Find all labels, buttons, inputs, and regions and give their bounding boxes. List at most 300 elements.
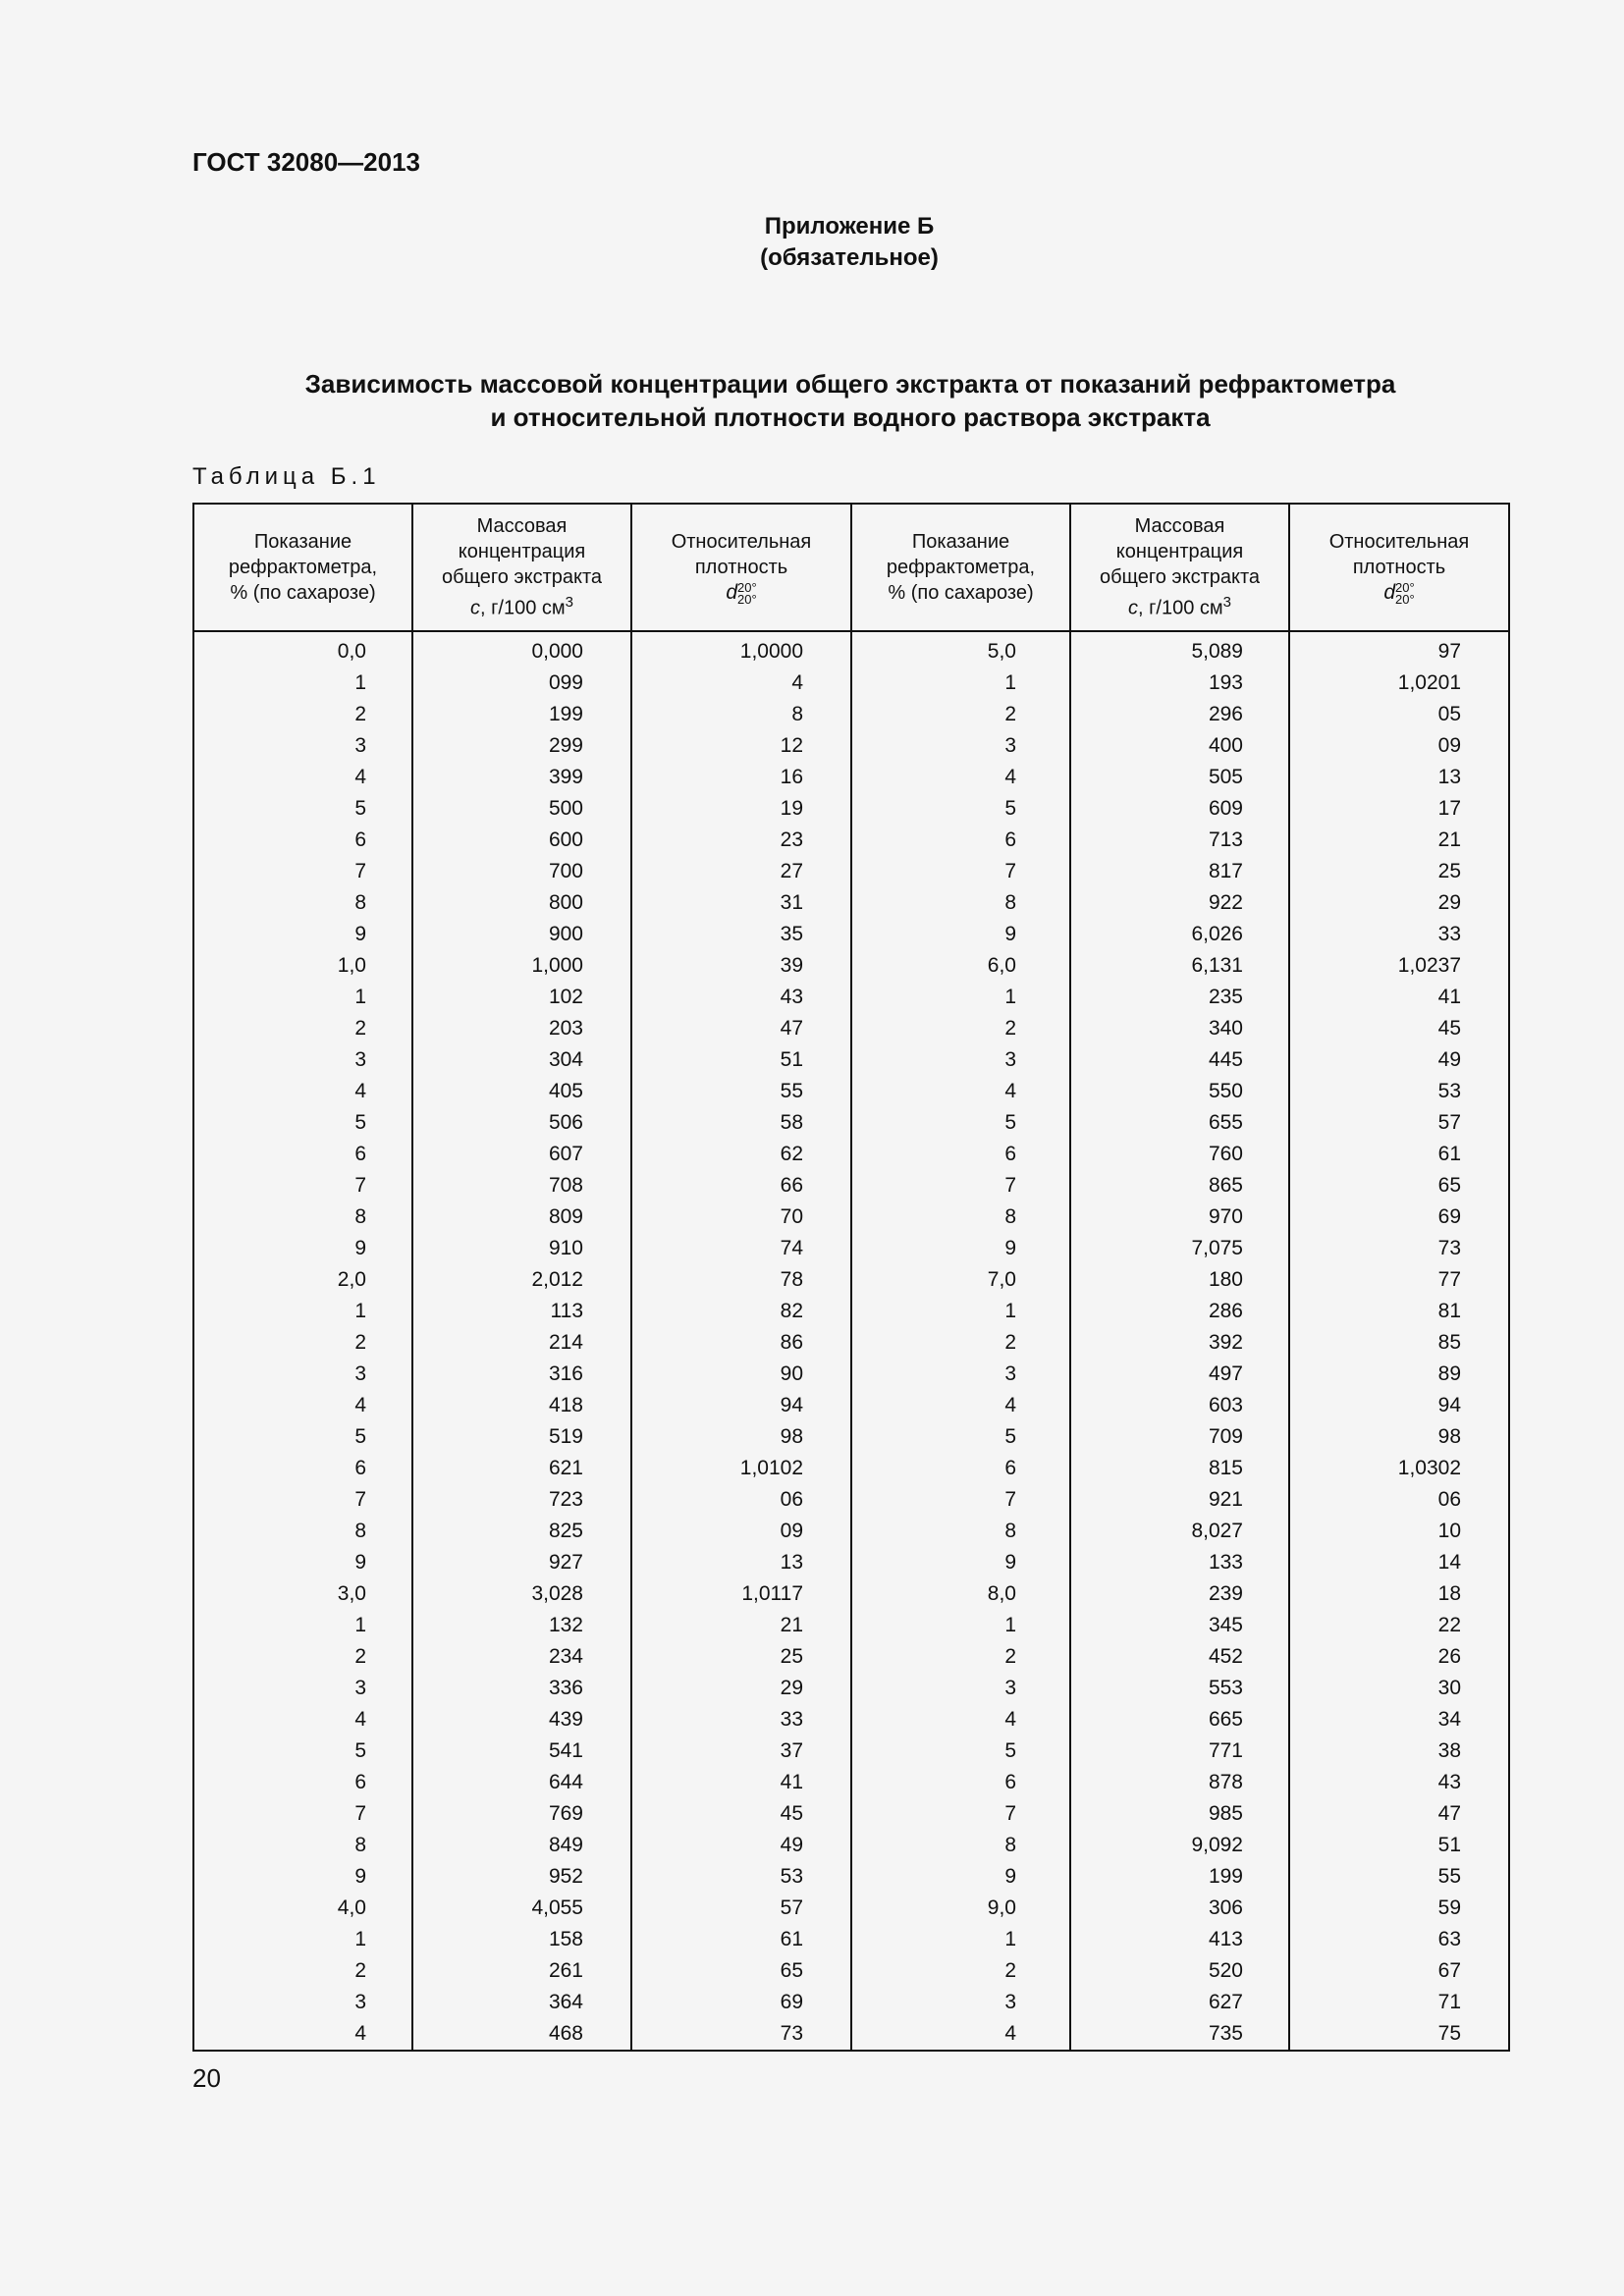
table-row: [193, 1390, 1509, 1421]
table-cell: 13: [631, 1547, 851, 1578]
table-cell: 26: [1289, 1641, 1509, 1673]
table-row: [193, 856, 1509, 887]
table-row: [193, 1139, 1509, 1170]
table-cell: 10: [1289, 1516, 1509, 1547]
table-cell: 6: [851, 825, 1070, 856]
table-label: Таблица Б.1: [192, 463, 381, 490]
table-cell: 06: [1289, 1484, 1509, 1516]
table-cell: 12: [631, 730, 851, 762]
table-row: [193, 887, 1509, 919]
table-cell: 399: [412, 762, 631, 793]
table-row: [193, 1830, 1509, 1861]
table-cell: 85: [1289, 1327, 1509, 1359]
table-cell: 900: [412, 919, 631, 950]
table-row: [193, 919, 1509, 950]
table-cell: 468: [412, 2018, 631, 2051]
table-cell: 14: [1289, 1547, 1509, 1578]
table-cell: 3: [851, 1987, 1070, 2018]
table-cell: 644: [412, 1767, 631, 1798]
table-cell: 1: [851, 1924, 1070, 1955]
table-cell: 6,0: [851, 950, 1070, 982]
table-cell: 603: [1070, 1390, 1289, 1421]
header-refractometer-2: Показание рефрактометра, % (по сахарозе): [851, 504, 1070, 631]
table-cell: 6: [193, 1767, 412, 1798]
table-cell: 3,0: [193, 1578, 412, 1610]
table-cell: 158: [412, 1924, 631, 1955]
table-cell: 541: [412, 1735, 631, 1767]
table-cell: 364: [412, 1987, 631, 2018]
table-cell: 29: [1289, 887, 1509, 919]
table-cell: 1,0102: [631, 1453, 851, 1484]
table-cell: 3: [851, 1044, 1070, 1076]
table-cell: 261: [412, 1955, 631, 1987]
table-cell: 7: [193, 1484, 412, 1516]
table-cell: 520: [1070, 1955, 1289, 1987]
table-cell: 7: [193, 1798, 412, 1830]
table-cell: 099: [412, 667, 631, 699]
table-cell: 8: [851, 887, 1070, 919]
table-row: [193, 1359, 1509, 1390]
table-cell: 45: [631, 1798, 851, 1830]
table-cell: 1,000: [412, 950, 631, 982]
table-cell: 5: [851, 1735, 1070, 1767]
table-cell: 6: [851, 1139, 1070, 1170]
table-cell: 3,028: [412, 1578, 631, 1610]
table-cell: 65: [631, 1955, 851, 1987]
table-cell: 723: [412, 1484, 631, 1516]
table-cell: 9: [193, 1547, 412, 1578]
table-cell: 94: [631, 1390, 851, 1421]
table-cell: 0,0: [193, 636, 412, 667]
table-row: [193, 1233, 1509, 1264]
table-cell: 709: [1070, 1421, 1289, 1453]
table-cell: 102: [412, 982, 631, 1013]
table-cell: 78: [631, 1264, 851, 1296]
table-cell: 708: [412, 1170, 631, 1201]
table-cell: 5: [851, 1421, 1070, 1453]
table-cell: 392: [1070, 1327, 1289, 1359]
table-body: [193, 636, 1509, 2051]
table-cell: 66: [631, 1170, 851, 1201]
table-cell: 13: [1289, 762, 1509, 793]
table-cell: 2: [193, 1013, 412, 1044]
table-cell: 439: [412, 1704, 631, 1735]
table-cell: 1,0237: [1289, 950, 1509, 982]
table-row: [193, 1578, 1509, 1610]
table-cell: 5: [193, 793, 412, 825]
table-cell: 505: [1070, 762, 1289, 793]
table-cell: 7: [851, 856, 1070, 887]
table-row: [193, 1264, 1509, 1296]
table-cell: 5: [851, 1107, 1070, 1139]
table-cell: 43: [631, 982, 851, 1013]
table-row: [193, 1924, 1509, 1955]
table-cell: 63: [1289, 1924, 1509, 1955]
table-cell: 519: [412, 1421, 631, 1453]
appendix-heading: [0, 211, 1624, 274]
table-cell: 16: [631, 762, 851, 793]
table-cell: 340: [1070, 1013, 1289, 1044]
table-cell: 2: [193, 1641, 412, 1673]
table-cell: 70: [631, 1201, 851, 1233]
table-cell: 927: [412, 1547, 631, 1578]
table-title: [192, 367, 1508, 434]
table-cell: 1: [851, 982, 1070, 1013]
table-row: [193, 1861, 1509, 1893]
table-cell: 7,075: [1070, 1233, 1289, 1264]
table-cell: 985: [1070, 1798, 1289, 1830]
table-header-row: [193, 504, 1509, 631]
table-cell: 553: [1070, 1673, 1289, 1704]
table-cell: 952: [412, 1861, 631, 1893]
table-cell: 921: [1070, 1484, 1289, 1516]
table-cell: 33: [631, 1704, 851, 1735]
table-cell: 69: [631, 1987, 851, 2018]
table-cell: 6,131: [1070, 950, 1289, 982]
table-cell: 234: [412, 1641, 631, 1673]
table-cell: 4,0: [193, 1893, 412, 1924]
table-cell: 9: [851, 1861, 1070, 1893]
table-cell: 336: [412, 1673, 631, 1704]
table-cell: 4: [851, 762, 1070, 793]
table-cell: 9: [851, 919, 1070, 950]
table-cell: 61: [631, 1924, 851, 1955]
table-cell: 5: [851, 793, 1070, 825]
table-cell: 55: [1289, 1861, 1509, 1893]
table-cell: 405: [412, 1076, 631, 1107]
table-cell: 922: [1070, 887, 1289, 919]
table-row: [193, 950, 1509, 982]
table-cell: 7: [851, 1170, 1070, 1201]
table-row: [193, 1044, 1509, 1076]
table-cell: 3: [193, 1044, 412, 1076]
table-cell: 39: [631, 950, 851, 982]
table-cell: 2,012: [412, 1264, 631, 1296]
table-cell: 1: [193, 1924, 412, 1955]
table-cell: 506: [412, 1107, 631, 1139]
table-cell: 55: [631, 1076, 851, 1107]
table-row: [193, 1296, 1509, 1327]
table-cell: 655: [1070, 1107, 1289, 1139]
table-cell: 760: [1070, 1139, 1289, 1170]
table-cell: 4: [193, 1076, 412, 1107]
table-row: [193, 825, 1509, 856]
table-cell: 9,092: [1070, 1830, 1289, 1861]
table-cell: 4: [631, 667, 851, 699]
table-cell: 2: [851, 1955, 1070, 1987]
table-cell: 2: [851, 1013, 1070, 1044]
table-cell: 98: [631, 1421, 851, 1453]
table-cell: 239: [1070, 1578, 1289, 1610]
table-cell: 1: [193, 1296, 412, 1327]
table-cell: 6: [193, 825, 412, 856]
table-row: [193, 1516, 1509, 1547]
table-cell: 9: [851, 1233, 1070, 1264]
table-row: [193, 1013, 1509, 1044]
table-cell: 25: [631, 1641, 851, 1673]
table-cell: 445: [1070, 1044, 1289, 1076]
table-cell: 4: [851, 1390, 1070, 1421]
table-cell: 418: [412, 1390, 631, 1421]
table-cell: 61: [1289, 1139, 1509, 1170]
table-row: [193, 1076, 1509, 1107]
table-cell: 286: [1070, 1296, 1289, 1327]
table-cell: 9: [193, 919, 412, 950]
table-cell: 199: [1070, 1861, 1289, 1893]
table-cell: 299: [412, 730, 631, 762]
table-title-line-1: Зависимость массовой концентрации общего экстракта от показаний рефрактометра: [304, 369, 1396, 399]
table-cell: 57: [631, 1893, 851, 1924]
table-cell: 5: [193, 1421, 412, 1453]
table-cell: 4,055: [412, 1893, 631, 1924]
table-cell: 75: [1289, 2018, 1509, 2051]
table-cell: 7,0: [851, 1264, 1070, 1296]
header-density-2: Относительная плотность d20° 20°: [1289, 504, 1509, 631]
table-cell: 97: [1289, 636, 1509, 667]
table-cell: 8: [851, 1830, 1070, 1861]
table-cell: 90: [631, 1359, 851, 1390]
table-row: [193, 762, 1509, 793]
table-row: [193, 1955, 1509, 1987]
table-cell: 6: [193, 1453, 412, 1484]
table-cell: 413: [1070, 1924, 1289, 1955]
table-cell: 2: [851, 699, 1070, 730]
table-cell: 8,027: [1070, 1516, 1289, 1547]
table-cell: 81: [1289, 1296, 1509, 1327]
table-row: [193, 793, 1509, 825]
table-cell: 73: [1289, 1233, 1509, 1264]
header-concentration-2: Массовая концентрация общего экстракта c, г/100 $см^3$: [1070, 504, 1289, 631]
table-cell: 4: [851, 2018, 1070, 2051]
table-cell: 306: [1070, 1893, 1289, 1924]
table-cell: 57: [1289, 1107, 1509, 1139]
table-cell: 9: [193, 1861, 412, 1893]
table-cell: 3: [851, 1359, 1070, 1390]
table-cell: 8: [193, 887, 412, 919]
table-cell: 9,0: [851, 1893, 1070, 1924]
table-row: [193, 1735, 1509, 1767]
table-cell: 296: [1070, 699, 1289, 730]
table-cell: 133: [1070, 1547, 1289, 1578]
table-cell: 18: [1289, 1578, 1509, 1610]
table-row: [193, 730, 1509, 762]
table-cell: 809: [412, 1201, 631, 1233]
table-cell: 30: [1289, 1673, 1509, 1704]
table-cell: 82: [631, 1296, 851, 1327]
table-cell: 800: [412, 887, 631, 919]
table-cell: 21: [631, 1610, 851, 1641]
table-row: [193, 1170, 1509, 1201]
table-cell: 67: [1289, 1955, 1509, 1987]
table-cell: 4: [193, 1390, 412, 1421]
table-cell: 27: [631, 856, 851, 887]
table-cell: 77: [1289, 1264, 1509, 1296]
table-cell: 0,000: [412, 636, 631, 667]
table-cell: 203: [412, 1013, 631, 1044]
table-row: [193, 1421, 1509, 1453]
table-cell: 21: [1289, 825, 1509, 856]
table-cell: 05: [1289, 699, 1509, 730]
table-cell: 89: [1289, 1359, 1509, 1390]
table-cell: 214: [412, 1327, 631, 1359]
table-cell: 452: [1070, 1641, 1289, 1673]
table-cell: 49: [631, 1830, 851, 1861]
table-row: [193, 1547, 1509, 1578]
table-cell: 5: [193, 1735, 412, 1767]
table-row: [193, 1798, 1509, 1830]
table-cell: 4: [193, 762, 412, 793]
table-cell: 1: [193, 667, 412, 699]
table-cell: 3: [851, 730, 1070, 762]
table-cell: 4: [851, 1076, 1070, 1107]
table-cell: 235: [1070, 982, 1289, 1013]
table-cell: 769: [412, 1798, 631, 1830]
header-refractometer: Показание рефрактометра, % (по сахарозе): [193, 504, 412, 631]
table-cell: 497: [1070, 1359, 1289, 1390]
table-cell: 47: [1289, 1798, 1509, 1830]
table-cell: 1,0302: [1289, 1453, 1509, 1484]
table-cell: 6,026: [1070, 919, 1289, 950]
table-cell: 550: [1070, 1076, 1289, 1107]
data-table: [192, 503, 1510, 2052]
table-cell: 500: [412, 793, 631, 825]
table-cell: 49: [1289, 1044, 1509, 1076]
table-cell: 9: [851, 1547, 1070, 1578]
table-cell: 970: [1070, 1201, 1289, 1233]
table-row: [193, 1327, 1509, 1359]
table-cell: 7: [193, 856, 412, 887]
table-cell: 4: [193, 1704, 412, 1735]
table-cell: 400: [1070, 730, 1289, 762]
table-cell: 74: [631, 1233, 851, 1264]
table-cell: 53: [631, 1861, 851, 1893]
table-cell: 8: [193, 1516, 412, 1547]
table-cell: 69: [1289, 1201, 1509, 1233]
table-cell: 1: [193, 982, 412, 1013]
table-cell: 62: [631, 1139, 851, 1170]
table-cell: 771: [1070, 1735, 1289, 1767]
table-cell: 38: [1289, 1735, 1509, 1767]
table-row: [193, 1641, 1509, 1673]
table-cell: 2: [851, 1327, 1070, 1359]
table-cell: 4: [851, 1704, 1070, 1735]
table-cell: 825: [412, 1516, 631, 1547]
table-cell: 37: [631, 1735, 851, 1767]
table-cell: 09: [631, 1516, 851, 1547]
header-density: Относительная плотность d20° 20°: [631, 504, 851, 631]
table-cell: 8: [851, 1201, 1070, 1233]
table-cell: 9: [193, 1233, 412, 1264]
table-cell: 31: [631, 887, 851, 919]
table-row: [193, 982, 1509, 1013]
table-cell: 3: [193, 1673, 412, 1704]
table-cell: 1: [193, 1610, 412, 1641]
table-cell: 35: [631, 919, 851, 950]
table-cell: 815: [1070, 1453, 1289, 1484]
table-cell: 19: [631, 793, 851, 825]
table-cell: 2: [193, 699, 412, 730]
table-row: [193, 1453, 1509, 1484]
table-row: [193, 636, 1509, 667]
table-cell: 53: [1289, 1076, 1509, 1107]
table-cell: 5,089: [1070, 636, 1289, 667]
table-cell: 51: [631, 1044, 851, 1076]
table-cell: 51: [1289, 1830, 1509, 1861]
table-cell: 34: [1289, 1704, 1509, 1735]
table-cell: 132: [412, 1610, 631, 1641]
table-cell: 7: [851, 1798, 1070, 1830]
table-cell: 23: [631, 825, 851, 856]
table-title-line-2: и относительной плотности водного раствора экстракта: [490, 402, 1211, 432]
table-cell: 7: [851, 1484, 1070, 1516]
document-id: ГОСТ 32080—2013: [192, 147, 420, 177]
table-cell: 45: [1289, 1013, 1509, 1044]
table-cell: 22: [1289, 1610, 1509, 1641]
table-cell: 4: [193, 2018, 412, 2051]
header-concentration: Массовая концентрация общего экстракта c, г/100 $см^3$: [412, 504, 631, 631]
table-row: [193, 699, 1509, 730]
table-cell: 600: [412, 825, 631, 856]
table-cell: 3: [193, 1359, 412, 1390]
table-row: [193, 1987, 1509, 2018]
table-cell: 3: [851, 1673, 1070, 1704]
table-cell: 1,0201: [1289, 667, 1509, 699]
table-cell: 06: [631, 1484, 851, 1516]
table-cell: 59: [1289, 1893, 1509, 1924]
table-cell: 113: [412, 1296, 631, 1327]
page-number: 20: [192, 2063, 221, 2093]
table-row: [193, 1610, 1509, 1641]
table-cell: 58: [631, 1107, 851, 1139]
table-row: [193, 1893, 1509, 1924]
table-cell: 700: [412, 856, 631, 887]
appendix-title: Приложение Б: [764, 213, 935, 240]
table-cell: 849: [412, 1830, 631, 1861]
appendix-status: (обязательное): [760, 244, 939, 271]
table-cell: 199: [412, 699, 631, 730]
table-cell: 94: [1289, 1390, 1509, 1421]
table-cell: 2: [851, 1641, 1070, 1673]
table-cell: 735: [1070, 2018, 1289, 2051]
table-cell: 8: [193, 1830, 412, 1861]
table-cell: 8: [851, 1516, 1070, 1547]
table-cell: 304: [412, 1044, 631, 1076]
table-cell: 817: [1070, 856, 1289, 887]
table-cell: 65: [1289, 1170, 1509, 1201]
table-cell: 7: [193, 1170, 412, 1201]
table-cell: 2: [193, 1955, 412, 1987]
table-cell: 609: [1070, 793, 1289, 825]
table-cell: 1,0000: [631, 636, 851, 667]
table-cell: 2,0: [193, 1264, 412, 1296]
table-cell: 17: [1289, 793, 1509, 825]
table-cell: 1: [851, 1296, 1070, 1327]
table-cell: 193: [1070, 667, 1289, 699]
table-cell: 5: [193, 1107, 412, 1139]
table-cell: 878: [1070, 1767, 1289, 1798]
table-cell: 98: [1289, 1421, 1509, 1453]
table-cell: 665: [1070, 1704, 1289, 1735]
table-cell: 865: [1070, 1170, 1289, 1201]
table-cell: 29: [631, 1673, 851, 1704]
table-cell: 6: [193, 1139, 412, 1170]
table-cell: 3: [193, 1987, 412, 2018]
table-cell: 5,0: [851, 636, 1070, 667]
table-cell: 09: [1289, 730, 1509, 762]
table-row: [193, 1107, 1509, 1139]
table-cell: 713: [1070, 825, 1289, 856]
table-cell: 1,0: [193, 950, 412, 982]
